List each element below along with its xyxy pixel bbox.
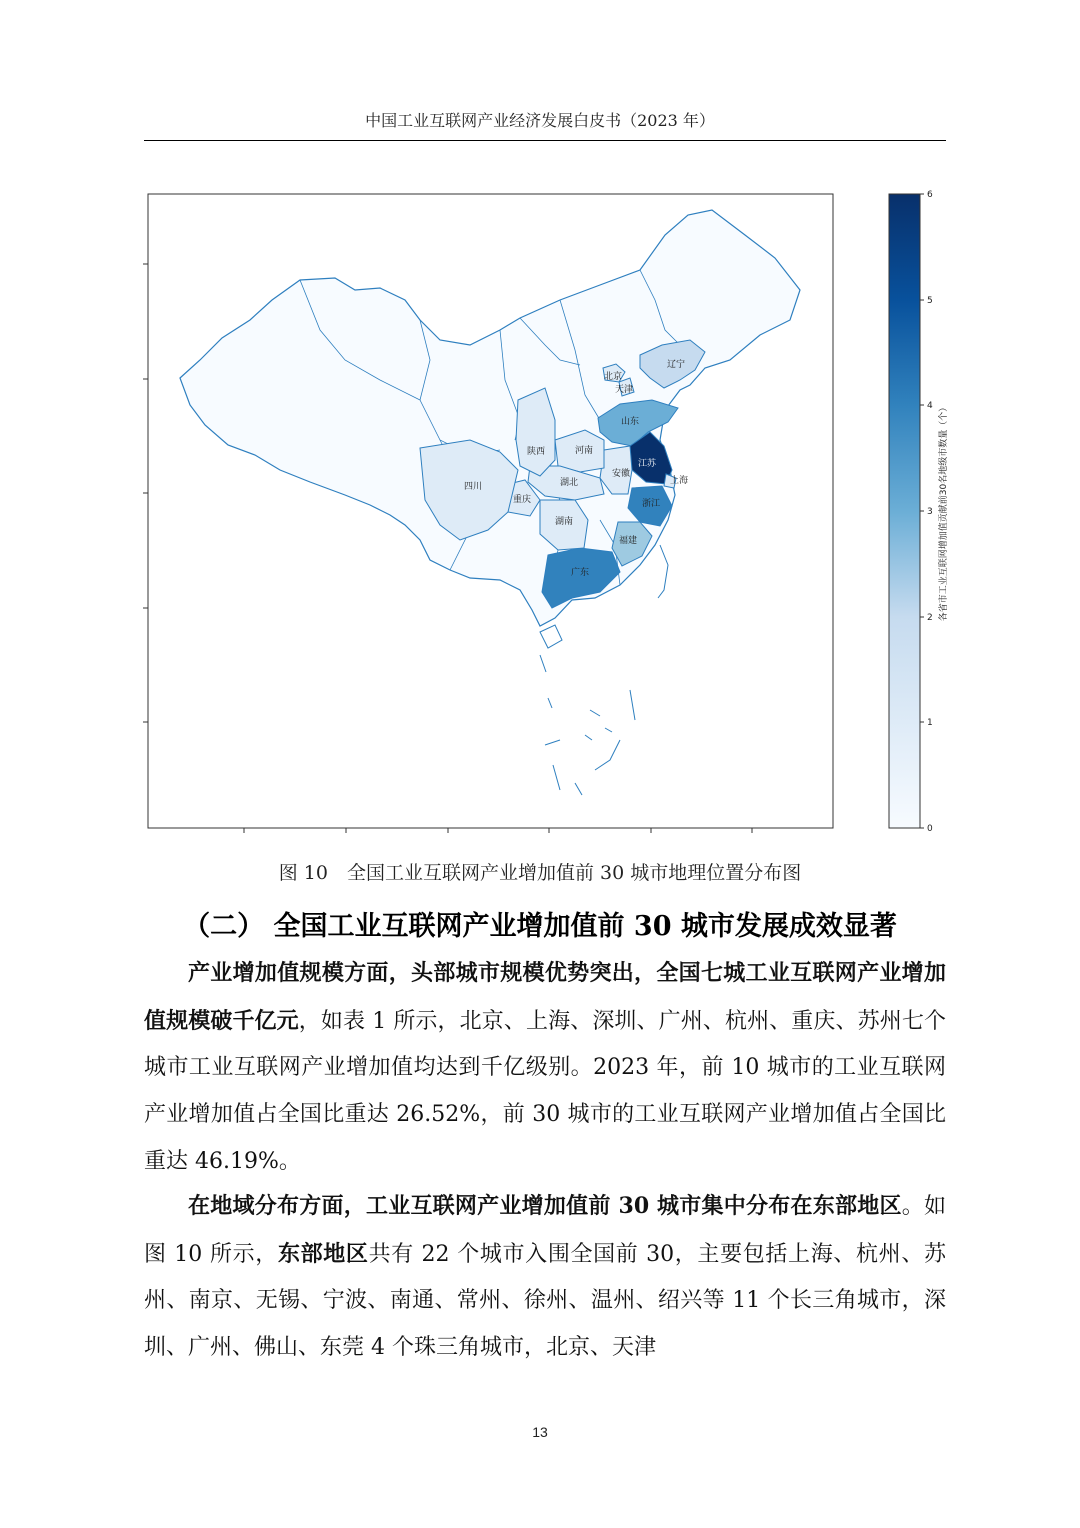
label-henan: 河南: [575, 446, 594, 456]
label-hunan: 湖南: [555, 517, 574, 527]
section-heading: （二） 全国工业互联网产业增加值前 30 城市发展成效显著: [183, 911, 897, 942]
label-anhui: 安徽: [612, 469, 631, 479]
label-shanghai: 上海: [670, 476, 689, 486]
label-shaanxi: 陕西: [527, 447, 546, 457]
label-fujian: 福建: [619, 536, 638, 546]
paragraph-scale-text: ，如表 1 所示，北京、上海、深圳、广州、杭州、重庆、苏州七个城市工业互联网产业增加值均达到千亿级别。2023 年，前 10 城市的工业互联网产业增加值占全国比重达 26.52%，前 30 城市的工业互联网产业增加值占全国比重达 46.19%。: [144, 1008, 946, 1174]
label-jiangsu: 江苏: [638, 459, 657, 469]
label-liaoning: 辽宁: [667, 360, 686, 370]
label-guangdong: 广东: [571, 568, 590, 578]
province-shaanxi: [516, 388, 555, 476]
label-chongqing: 重庆: [513, 495, 532, 505]
colorbar-tick-1: 1: [927, 718, 933, 728]
label-hubei: 湖北: [560, 478, 579, 488]
colorbar-label: 各省市工业互联网增加值贡献前30名地级市数量（个）: [939, 402, 949, 622]
paragraph-scale-bold: 产业增加值规模方面，头部城市规模优势突出，全国七城工业互联网产业增加值规模破千亿元: [144, 960, 946, 1034]
label-sichuan: 四川: [464, 482, 483, 492]
label-beijing: 北京: [604, 372, 623, 382]
colorbar-tick-3: 3: [927, 507, 933, 517]
page-number: 13: [532, 1424, 548, 1440]
label-zhejiang: 浙江: [642, 499, 661, 509]
colorbar-tick-4: 4: [927, 401, 933, 411]
label-tianjin: 天津: [615, 385, 634, 395]
paragraph-distribution-bold-2: 东部地区: [277, 1240, 369, 1267]
label-shandong: 山东: [621, 417, 640, 427]
colorbar-tick-2: 2: [927, 613, 933, 623]
running-header: 中国工业互联网产业经济发展白皮书（2023 年）: [365, 111, 715, 130]
colorbar-tick-6: 6: [927, 190, 933, 200]
figure-caption: 图 10 全国工业互联网产业增加值前 30 城市地理位置分布图: [278, 862, 802, 884]
colorbar-tick-0: 0: [927, 824, 933, 834]
paragraph-distribution-text-1: 。如图 10 所示，: [144, 1194, 946, 1267]
paragraph-distribution: [144, 1183, 946, 1372]
paragraph-distribution-text-2: 共有 22 个城市入围全国前 30，主要包括上海、杭州、苏州、南京、无锡、宁波、南通、常州、徐州、温州、绍兴等 11 个长三角城市，深圳、广州、佛山、东莞 4 个珠三角城市，北京、天津: [144, 1241, 946, 1361]
colorbar-ticks: [920, 194, 924, 828]
paragraph-distribution-bold-1: 在地域分布方面，工业互联网产业增加值前 30 城市集中分布在东部地区: [188, 1193, 902, 1219]
colorbar: [889, 194, 920, 828]
colorbar-tick-5: 5: [927, 296, 933, 306]
paragraph-scale: [144, 950, 946, 1186]
